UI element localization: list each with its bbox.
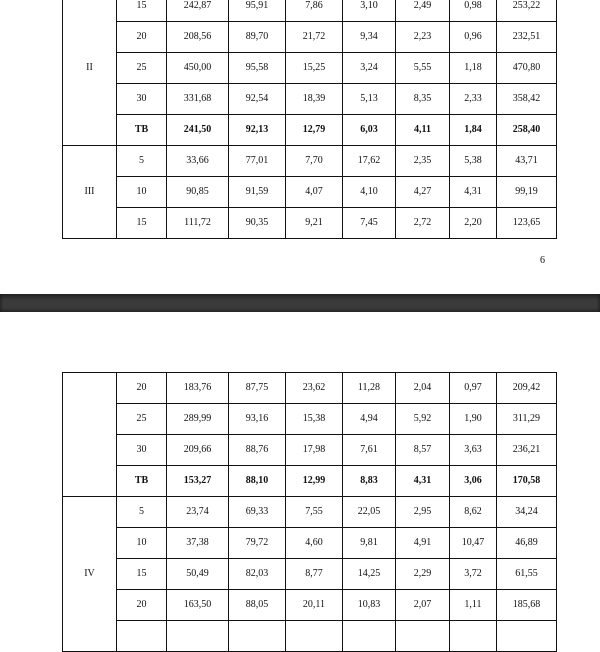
table-cell: 9,34 — [343, 22, 396, 53]
table-cell: 88,05 — [229, 590, 286, 621]
page-number: 6 — [540, 255, 545, 266]
table-cell: 232,51 — [497, 22, 557, 53]
table-cell: 20,11 — [286, 590, 343, 621]
table-cell: 43,71 — [497, 146, 557, 177]
table-cell: 10 — [117, 528, 167, 559]
table-cell: 289,99 — [167, 404, 229, 435]
table-cell: 10 — [117, 177, 167, 208]
table-cell: 88,10 — [229, 466, 286, 497]
table-cell: 3,10 — [343, 0, 396, 22]
table-cell: 37,38 — [167, 528, 229, 559]
table-cell: 241,50 — [167, 115, 229, 146]
table-cell: TB — [117, 115, 167, 146]
table-cell: 153,27 — [167, 466, 229, 497]
table-cell: 1,84 — [450, 115, 497, 146]
table-row — [63, 208, 557, 239]
table-cell: 4,11 — [396, 115, 450, 146]
document-page-bottom — [0, 312, 600, 610]
table-cell: 95,91 — [229, 0, 286, 22]
table-cell: 311,29 — [497, 404, 557, 435]
table-row — [63, 528, 557, 559]
table-cell: 11,28 — [343, 373, 396, 404]
table-cell: 91,59 — [229, 177, 286, 208]
table-cell: 0,96 — [450, 22, 497, 53]
table-cell: 61,55 — [497, 559, 557, 590]
table-cell: 2,33 — [450, 84, 497, 115]
table-cell: 99,19 — [497, 177, 557, 208]
table-row — [63, 177, 557, 208]
table-cell: 12,79 — [286, 115, 343, 146]
table-row — [63, 621, 557, 652]
table-row — [63, 590, 557, 621]
table-cell: 90,35 — [229, 208, 286, 239]
table-cell: 8,83 — [343, 466, 396, 497]
table-cell: 258,40 — [497, 115, 557, 146]
table-body-top — [63, 0, 557, 239]
table-row — [63, 497, 557, 528]
table-cell: 3,63 — [450, 435, 497, 466]
table-cell — [229, 621, 286, 652]
table-cell: 4,10 — [343, 177, 396, 208]
table-cell: 4,91 — [396, 528, 450, 559]
table-row — [63, 435, 557, 466]
table-cell: 1,18 — [450, 53, 497, 84]
table-cell: 14,25 — [343, 559, 396, 590]
table-total-row — [63, 115, 557, 146]
table-cell: 87,75 — [229, 373, 286, 404]
table-cell: 30 — [117, 435, 167, 466]
table-cell: 183,76 — [167, 373, 229, 404]
table-cell: 253,22 — [497, 0, 557, 22]
table-cell: 89,70 — [229, 22, 286, 53]
table-row — [63, 53, 557, 84]
table-cell — [450, 621, 497, 652]
table-cell: 20 — [117, 373, 167, 404]
table-cell: 4,94 — [343, 404, 396, 435]
page-separator — [0, 294, 600, 312]
table-cell: 450,00 — [167, 53, 229, 84]
table-cell: 4,31 — [450, 177, 497, 208]
group-label-cell: II — [63, 0, 117, 146]
table-cell: 170,58 — [497, 466, 557, 497]
table-cell: 2,04 — [396, 373, 450, 404]
table-cell: 7,61 — [343, 435, 396, 466]
table-cell: 3,72 — [450, 559, 497, 590]
table-cell: 111,72 — [167, 208, 229, 239]
table-cell: 2,20 — [450, 208, 497, 239]
table-cell: 6,03 — [343, 115, 396, 146]
table-cell: 208,56 — [167, 22, 229, 53]
table-cell: 1,90 — [450, 404, 497, 435]
table-cell: 22,05 — [343, 497, 396, 528]
table-cell: 5,13 — [343, 84, 396, 115]
table-cell: 7,45 — [343, 208, 396, 239]
table-cell: 15 — [117, 208, 167, 239]
table-cell: 2,29 — [396, 559, 450, 590]
table-cell: 1,11 — [450, 590, 497, 621]
table-body-bottom — [63, 373, 557, 652]
group-label-cell — [63, 373, 117, 497]
table-cell: 331,68 — [167, 84, 229, 115]
table-cell: 470,80 — [497, 53, 557, 84]
table-cell: 25 — [117, 404, 167, 435]
table-cell: 12,99 — [286, 466, 343, 497]
table-cell: 15,25 — [286, 53, 343, 84]
data-table-bottom — [62, 372, 557, 652]
table-cell: 8,57 — [396, 435, 450, 466]
table-cell: 163,50 — [167, 590, 229, 621]
table-cell: 2,72 — [396, 208, 450, 239]
table-cell: 93,16 — [229, 404, 286, 435]
table-cell: 23,62 — [286, 373, 343, 404]
table-cell: 95,58 — [229, 53, 286, 84]
table-cell: 5 — [117, 146, 167, 177]
table-cell: 46,89 — [497, 528, 557, 559]
table-cell: 7,70 — [286, 146, 343, 177]
table-row — [63, 22, 557, 53]
group-label-cell: IV — [63, 497, 117, 652]
table-cell: 2,95 — [396, 497, 450, 528]
table-cell: 17,98 — [286, 435, 343, 466]
table-cell: 3,24 — [343, 53, 396, 84]
table-cell: 33,66 — [167, 146, 229, 177]
group-label-cell: III — [63, 146, 117, 239]
table-cell: 20 — [117, 22, 167, 53]
table-cell: 209,66 — [167, 435, 229, 466]
table-cell: 236,21 — [497, 435, 557, 466]
table-cell: 34,24 — [497, 497, 557, 528]
table-cell: 69,33 — [229, 497, 286, 528]
table-cell: 18,39 — [286, 84, 343, 115]
table-cell: 10,47 — [450, 528, 497, 559]
table-cell: 4,31 — [396, 466, 450, 497]
table-cell: 5,55 — [396, 53, 450, 84]
table-cell: 77,01 — [229, 146, 286, 177]
table-cell: 123,65 — [497, 208, 557, 239]
table-cell: 25 — [117, 53, 167, 84]
table-cell: 23,74 — [167, 497, 229, 528]
table-row — [63, 559, 557, 590]
table-cell: 242,87 — [167, 0, 229, 22]
table-cell: 88,76 — [229, 435, 286, 466]
table-cell: 8,35 — [396, 84, 450, 115]
table-cell — [343, 621, 396, 652]
table-cell: 4,60 — [286, 528, 343, 559]
table-total-row — [63, 466, 557, 497]
table-cell: 82,03 — [229, 559, 286, 590]
table-row — [63, 84, 557, 115]
table-cell: 9,81 — [343, 528, 396, 559]
table-cell: 7,86 — [286, 0, 343, 22]
table-cell: 8,62 — [450, 497, 497, 528]
table-cell: 7,55 — [286, 497, 343, 528]
document-page-top — [0, 0, 600, 294]
table-cell: 358,42 — [497, 84, 557, 115]
table-cell: 3,06 — [450, 466, 497, 497]
table-cell: 2,35 — [396, 146, 450, 177]
table-cell — [167, 621, 229, 652]
data-table-top — [62, 0, 557, 239]
table-cell: 17,62 — [343, 146, 396, 177]
table-cell: 15 — [117, 0, 167, 22]
table-cell: 0,97 — [450, 373, 497, 404]
table-cell: 15 — [117, 559, 167, 590]
table-cell: 21,72 — [286, 22, 343, 53]
table-cell: 2,49 — [396, 0, 450, 22]
table-row — [63, 146, 557, 177]
table-cell: 4,27 — [396, 177, 450, 208]
table-cell: 92,54 — [229, 84, 286, 115]
table-cell: 5,92 — [396, 404, 450, 435]
table-cell: 2,23 — [396, 22, 450, 53]
table-cell: 2,07 — [396, 590, 450, 621]
table-cell: TB — [117, 466, 167, 497]
table-cell — [286, 621, 343, 652]
table-row — [63, 0, 557, 22]
table-cell: 4,07 — [286, 177, 343, 208]
table-cell: 5,38 — [450, 146, 497, 177]
table-cell: 15,38 — [286, 404, 343, 435]
table-cell: 209,42 — [497, 373, 557, 404]
table-row — [63, 373, 557, 404]
table-cell: 0,98 — [450, 0, 497, 22]
table-cell — [117, 621, 167, 652]
table-cell: 20 — [117, 590, 167, 621]
table-cell — [396, 621, 450, 652]
table-cell: 185,68 — [497, 590, 557, 621]
table-cell: 79,72 — [229, 528, 286, 559]
table-cell: 90,85 — [167, 177, 229, 208]
table-cell: 5 — [117, 497, 167, 528]
table-cell: 92,13 — [229, 115, 286, 146]
table-cell — [497, 621, 557, 652]
table-cell: 10,83 — [343, 590, 396, 621]
table-cell: 9,21 — [286, 208, 343, 239]
table-cell: 30 — [117, 84, 167, 115]
table-row — [63, 404, 557, 435]
table-cell: 8,77 — [286, 559, 343, 590]
table-cell: 50,49 — [167, 559, 229, 590]
